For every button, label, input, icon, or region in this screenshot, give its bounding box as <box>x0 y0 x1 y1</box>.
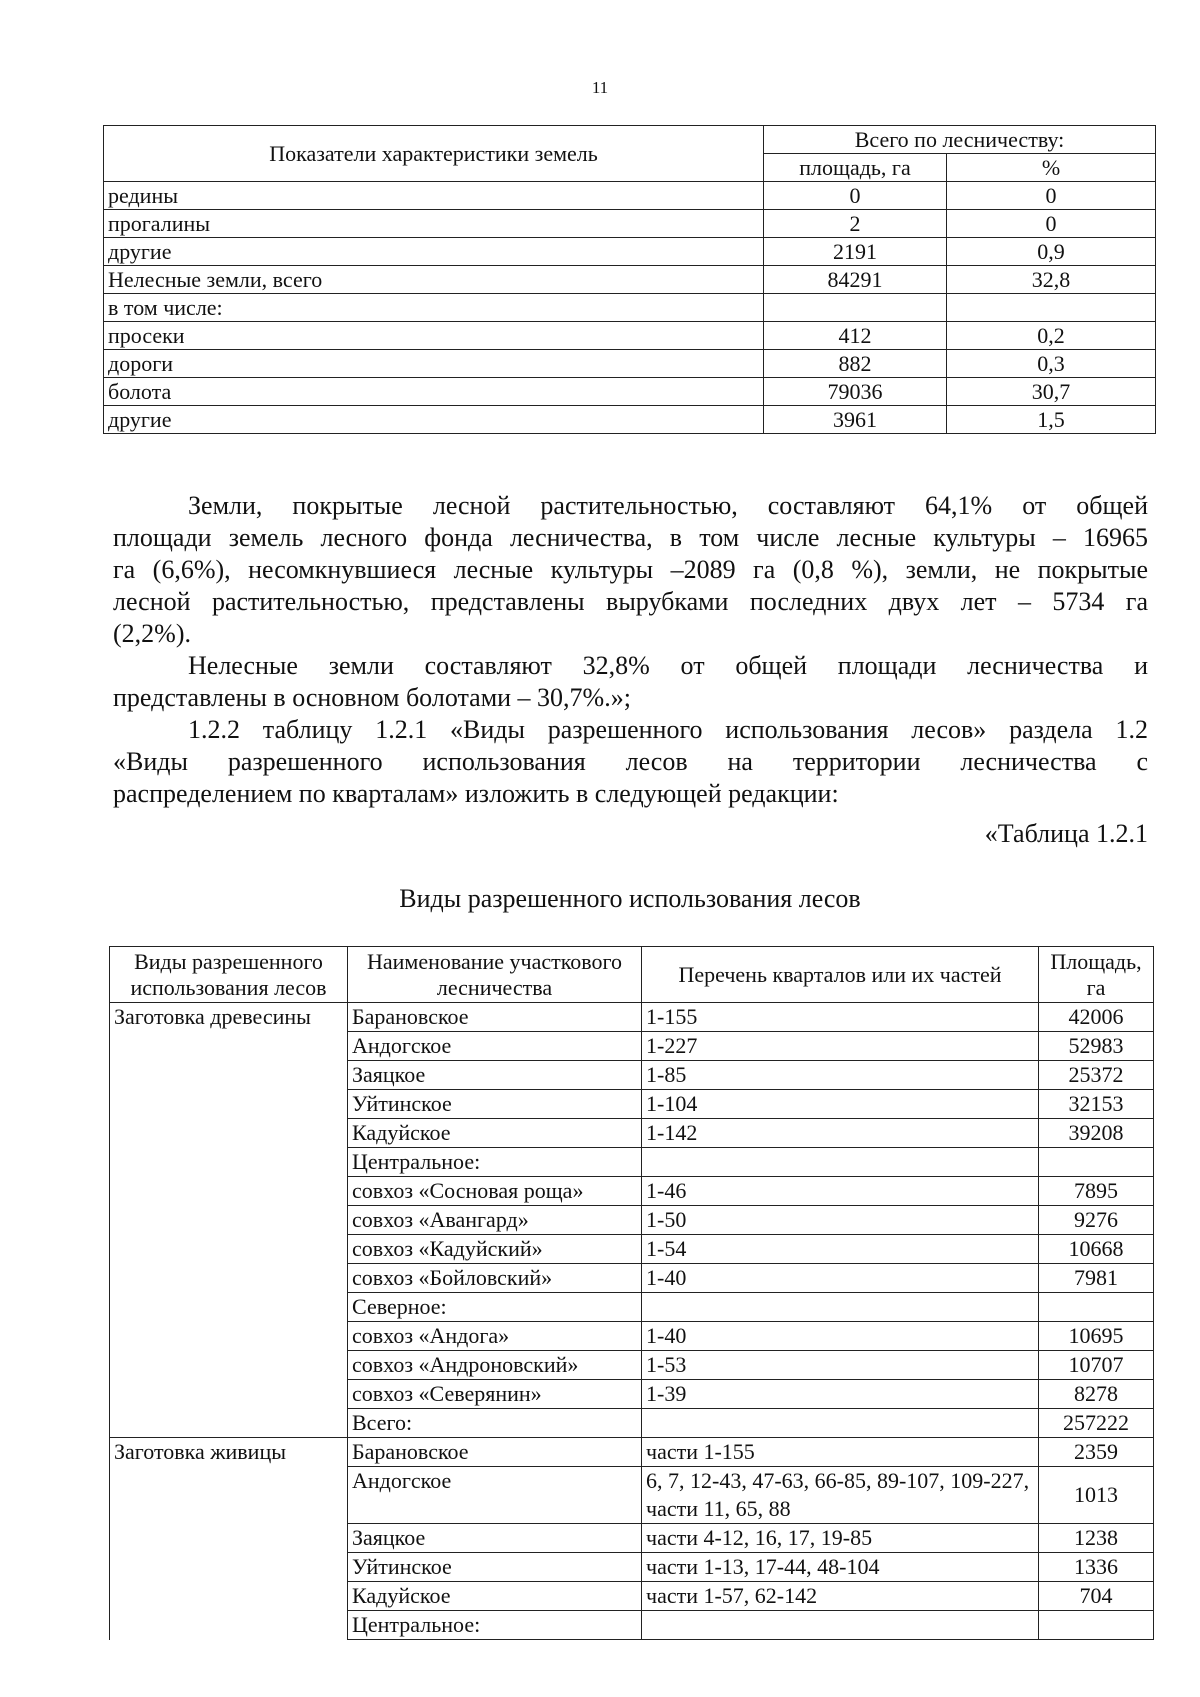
t1-row-percent: 32,8 <box>947 266 1156 294</box>
t2-area: 10707 <box>1039 1351 1154 1380</box>
t2-quarters: 1-54 <box>642 1235 1039 1264</box>
table-row <box>104 182 1156 210</box>
t2-area: 8278 <box>1039 1380 1154 1409</box>
t2-quarters: 1-40 <box>642 1264 1039 1293</box>
t2-forestry: Всего: <box>348 1409 642 1438</box>
t1-row-label: редины <box>104 182 764 210</box>
t2-header-quarters: Перечень кварталов или их частей <box>642 947 1039 1003</box>
t2-forestry: Андогское <box>348 1467 642 1524</box>
land-characteristics-table <box>103 125 1156 434</box>
p2-line: Нелесные земли составляют 32,8% от общей площади лесничества и <box>188 651 1148 680</box>
t2-area <box>1039 1611 1154 1640</box>
t1-row-label: дороги <box>104 350 764 378</box>
t2-header-use: Виды разрешенного использования лесов <box>110 947 348 1003</box>
t1-row-area: 84291 <box>764 266 947 294</box>
table-row <box>110 1438 1154 1467</box>
t1-row-percent: 0,2 <box>947 322 1156 350</box>
t2-quarters <box>642 1148 1039 1177</box>
t1-row-label: Нелесные земли, всего <box>104 266 764 294</box>
t1-header-indicators: Показатели характеристики земель <box>104 126 764 182</box>
t2-area: 9276 <box>1039 1206 1154 1235</box>
t1-header-percent: % <box>947 154 1156 182</box>
t2-forestry: Центральное: <box>348 1148 642 1177</box>
table-row <box>104 238 1156 266</box>
t2-quarters: 1-53 <box>642 1351 1039 1380</box>
t2-area: 1238 <box>1039 1524 1154 1553</box>
t1-row-label: просеки <box>104 322 764 350</box>
t2-forestry: совхоз «Кадуйский» <box>348 1235 642 1264</box>
t2-quarters: 1-104 <box>642 1090 1039 1119</box>
t1-row-area: 882 <box>764 350 947 378</box>
t1-row-percent <box>947 294 1156 322</box>
t2-forestry: Барановское <box>348 1438 642 1467</box>
t2-forestry: совхоз «Сосновая роща» <box>348 1177 642 1206</box>
t2-header-forestry: Наименование участкового лесничества <box>348 947 642 1003</box>
t2-area: 704 <box>1039 1582 1154 1611</box>
t1-row-area: 412 <box>764 322 947 350</box>
page-number: 11 <box>591 78 609 97</box>
table-row <box>104 266 1156 294</box>
t1-row-label: в том числе: <box>104 294 764 322</box>
t1-row-area: 3961 <box>764 406 947 434</box>
t2-area: 39208 <box>1039 1119 1154 1148</box>
p1-line: Земли, покрытые лесной растительностью, составляют 64,1% от общей <box>188 491 1148 520</box>
t2-area: 7981 <box>1039 1264 1154 1293</box>
t2-forestry: Уйтинское <box>348 1090 642 1119</box>
t2-quarters: 1-85 <box>642 1061 1039 1090</box>
t2-area <box>1039 1293 1154 1322</box>
t2-quarters: 1-46 <box>642 1177 1039 1206</box>
t1-row-area: 79036 <box>764 378 947 406</box>
paragraph-forest-cover <box>113 490 1148 650</box>
t2-area: 10695 <box>1039 1322 1154 1351</box>
permitted-use-table <box>109 946 1154 1640</box>
t2-quarters: 6, 7, 12-43, 47-63, 66-85, 89-107, 109-227, части 11, 65, 88 <box>642 1467 1039 1524</box>
t1-row-percent: 30,7 <box>947 378 1156 406</box>
t2-quarters <box>642 1409 1039 1438</box>
t2-area: 42006 <box>1039 1003 1154 1032</box>
t2-forestry: совхоз «Северянин» <box>348 1380 642 1409</box>
t2-area: 1013 <box>1039 1467 1154 1524</box>
t2-area: 1336 <box>1039 1553 1154 1582</box>
t2-area: 7895 <box>1039 1177 1154 1206</box>
t2-forestry: Андогское <box>348 1032 642 1061</box>
t2-forestry: Уйтинское <box>348 1553 642 1582</box>
t1-row-label: другие <box>104 406 764 434</box>
table-row <box>104 210 1156 238</box>
t1-row-percent: 0,3 <box>947 350 1156 378</box>
t2-quarters: 1-50 <box>642 1206 1039 1235</box>
t2-quarters <box>642 1293 1039 1322</box>
t2-area: 32153 <box>1039 1090 1154 1119</box>
p3-line: «Виды разрешенного использования лесов на территории лесничества с <box>113 747 1148 776</box>
t2-area <box>1039 1148 1154 1177</box>
t2-header-area: Площадь, га <box>1039 947 1154 1003</box>
t1-row-label: прогалины <box>104 210 764 238</box>
t2-forestry: Заяцкое <box>348 1524 642 1553</box>
table-row <box>110 1003 1154 1032</box>
p1-line: (2,2%). <box>113 619 191 648</box>
t2-quarters: части 1-57, 62-142 <box>642 1582 1039 1611</box>
t2-forestry: Кадуйское <box>348 1582 642 1611</box>
table-title: Виды разрешенного использования лесов <box>399 884 861 913</box>
p1-line: лесной растительностью, представлены вырубками последних двух лет – 5734 га <box>113 587 1148 616</box>
t2-quarters: 1-39 <box>642 1380 1039 1409</box>
t2-area: 25372 <box>1039 1061 1154 1090</box>
t2-quarters: 1-155 <box>642 1003 1039 1032</box>
t2-quarters: части 1-13, 17-44, 48-104 <box>642 1553 1039 1582</box>
t2-quarters: 1-142 <box>642 1119 1039 1148</box>
t2-forestry: Центральное: <box>348 1611 642 1640</box>
t1-row-percent: 0 <box>947 182 1156 210</box>
t2-quarters: части 4-12, 16, 17, 19-85 <box>642 1524 1039 1553</box>
t1-row-label: болота <box>104 378 764 406</box>
table-row <box>104 294 1156 322</box>
table-row <box>104 350 1156 378</box>
t2-forestry: совхоз «Андроновский» <box>348 1351 642 1380</box>
t1-row-percent: 0 <box>947 210 1156 238</box>
t2-quarters: 1-227 <box>642 1032 1039 1061</box>
p3-line: 1.2.2 таблицу 1.2.1 «Виды разрешенного использования лесов» раздела 1.2 <box>188 715 1148 744</box>
t1-header-area: площадь, га <box>764 154 947 182</box>
paragraph-nonforest <box>113 650 1148 714</box>
table-row <box>104 406 1156 434</box>
t1-row-area: 2 <box>764 210 947 238</box>
t2-forestry: совхоз «Андога» <box>348 1322 642 1351</box>
t2-forestry: Барановское <box>348 1003 642 1032</box>
t2-forestry: Заяцкое <box>348 1061 642 1090</box>
table-number-label: «Таблица 1.2.1 <box>984 819 1148 848</box>
p1-line: га (6,6%), несомкнувшиеся лесные культуры –2089 га (0,8 %), земли, не покрытые <box>113 555 1148 584</box>
t2-quarters <box>642 1611 1039 1640</box>
t2-area: 10668 <box>1039 1235 1154 1264</box>
t2-forestry: Северное: <box>348 1293 642 1322</box>
t2-use-type: Заготовка живицы <box>110 1438 348 1640</box>
p1-line: площади земель лесного фонда лесничества, в том числе лесные культуры – 16965 <box>113 523 1148 552</box>
t1-row-label: другие <box>104 238 764 266</box>
p3-line: распределением по кварталам» изложить в следующей редакции: <box>113 779 839 808</box>
t2-quarters: 1-40 <box>642 1322 1039 1351</box>
t2-area: 52983 <box>1039 1032 1154 1061</box>
paragraph-amendment <box>113 714 1148 810</box>
t1-row-area <box>764 294 947 322</box>
t2-forestry: совхоз «Бойловский» <box>348 1264 642 1293</box>
t2-use-type: Заготовка древесины <box>110 1003 348 1438</box>
t1-row-area: 2191 <box>764 238 947 266</box>
p2-line: представлены в основном болотами – 30,7%.»; <box>113 683 631 712</box>
table-row <box>104 322 1156 350</box>
t2-area: 2359 <box>1039 1438 1154 1467</box>
t1-header-total: Всего по лесничеству: <box>764 126 1156 154</box>
t2-quarters: части 1-155 <box>642 1438 1039 1467</box>
t1-row-percent: 0,9 <box>947 238 1156 266</box>
table-row <box>104 378 1156 406</box>
t2-forestry: совхоз «Авангард» <box>348 1206 642 1235</box>
t2-area: 257222 <box>1039 1409 1154 1438</box>
t1-row-area: 0 <box>764 182 947 210</box>
t1-row-percent: 1,5 <box>947 406 1156 434</box>
t2-forestry: Кадуйское <box>348 1119 642 1148</box>
